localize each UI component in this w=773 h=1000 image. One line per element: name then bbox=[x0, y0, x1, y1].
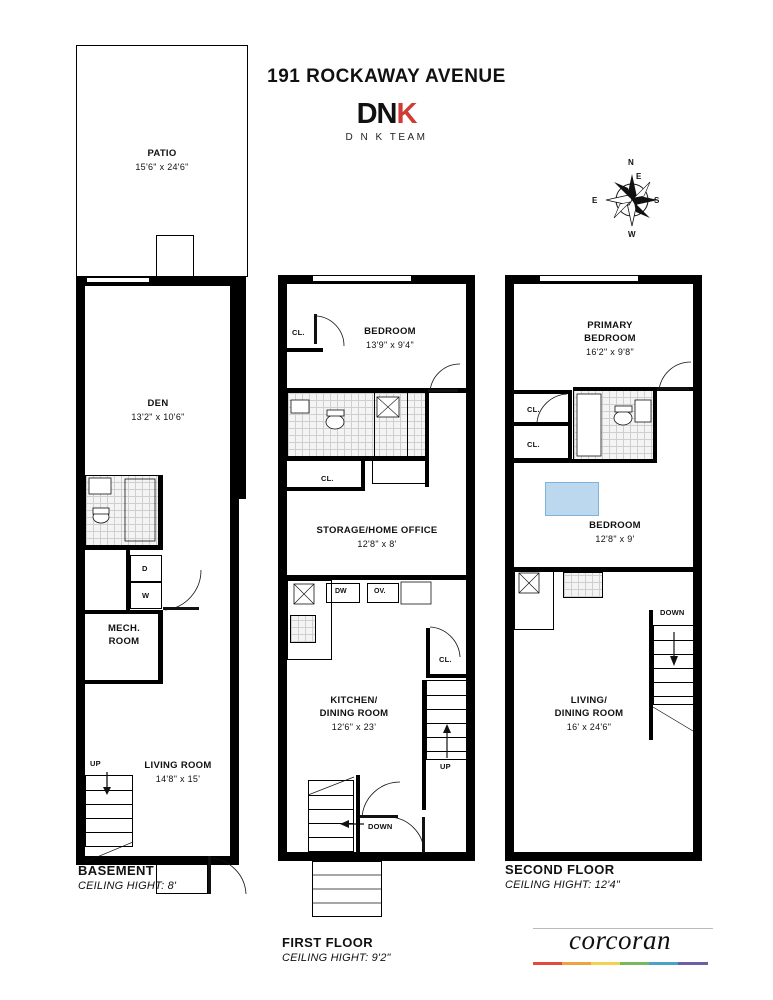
stair-diagonal bbox=[85, 840, 135, 864]
room-bedroom-ff: BEDROOM 13'9" x 9'4" bbox=[364, 326, 416, 350]
patio-door-box bbox=[156, 235, 194, 277]
sf-cooktop-icon bbox=[563, 572, 603, 598]
label-down-ff: DOWN bbox=[368, 822, 393, 831]
compass-icon bbox=[592, 160, 672, 240]
up-arrow-ff-icon bbox=[440, 720, 454, 760]
room-primary-bedroom: PRIMARY BEDROOM 16'2" x 9'8" bbox=[584, 320, 636, 357]
label-closet-3: CL. bbox=[439, 655, 452, 664]
label-dishwasher: DW bbox=[335, 588, 347, 595]
ff-wall-left bbox=[278, 275, 287, 860]
room-living-dining-sf: LIVING/ DINING ROOM 16' x 24'6" bbox=[554, 695, 624, 732]
room-living: LIVING ROOM 14'8" x 15' bbox=[144, 760, 212, 784]
corcoran-wordmark: corcoran bbox=[569, 925, 671, 955]
label-down-sf: DOWN bbox=[660, 608, 685, 617]
sf-bath-door-swing bbox=[657, 360, 693, 392]
ff-stoop-steps bbox=[312, 861, 382, 917]
top-window-sill bbox=[86, 277, 150, 283]
ff-window-top bbox=[312, 275, 412, 282]
basement-plan bbox=[70, 45, 260, 892]
up-arrow-icon bbox=[100, 770, 114, 796]
ff-bath-wall-right bbox=[425, 392, 429, 487]
fridge-icon bbox=[400, 580, 434, 606]
ff-entry-door-swing bbox=[386, 815, 426, 855]
closet-wall-2 bbox=[287, 487, 365, 491]
corcoran-color-bar bbox=[533, 962, 708, 965]
ff-bath-door-swing bbox=[428, 362, 462, 394]
sf-window-top bbox=[539, 275, 639, 282]
area-rug bbox=[545, 482, 599, 516]
stairs-wall-left bbox=[422, 680, 426, 810]
sf-wall-right bbox=[693, 275, 702, 860]
compass-label-e-inner: E bbox=[636, 172, 642, 181]
page-title: 191 ROCKAWAY AVENUE bbox=[267, 66, 506, 87]
room-mech: MECH. ROOM bbox=[107, 623, 141, 647]
entry-door-swing bbox=[208, 856, 250, 898]
label-oven: OV. bbox=[374, 588, 386, 595]
label-closet-1: CL. bbox=[292, 328, 305, 337]
first-floor-label: FIRST FLOOR CEILING HIGHT: 9'2" bbox=[282, 935, 391, 964]
laundry-wall-left bbox=[126, 550, 130, 612]
room-den: DEN 13'2" x 10'6" bbox=[131, 398, 185, 422]
ff-wall-right bbox=[466, 275, 475, 860]
sf-closet-door-swing bbox=[535, 392, 569, 424]
cooktop-icon bbox=[290, 615, 316, 643]
sf-wall-bottom bbox=[505, 852, 702, 861]
ff-bath-wall-bottom bbox=[287, 456, 429, 461]
label-washer: W bbox=[142, 591, 150, 600]
closet-door-swing-3 bbox=[428, 625, 462, 659]
corcoran-logo bbox=[520, 925, 720, 965]
compass-rose bbox=[592, 160, 672, 240]
laundry-wall-bottom bbox=[85, 610, 163, 614]
logo-subtitle: D N K TEAM bbox=[345, 132, 428, 143]
label-sf-closet-1: CL. bbox=[527, 405, 540, 414]
wall-right-bump bbox=[234, 277, 246, 499]
label-sf-closet-2: CL. bbox=[527, 440, 540, 449]
down-arrow-sf-icon bbox=[667, 628, 681, 668]
door-swing-laundry bbox=[163, 550, 203, 615]
compass-label-w: E bbox=[592, 196, 598, 205]
room-storage-office: STORAGE/HOME OFFICE 12'8" x 8' bbox=[316, 525, 438, 549]
ff-tub bbox=[372, 460, 427, 484]
compass-label-n: N bbox=[628, 158, 634, 167]
logo-mark: DNK bbox=[356, 98, 417, 130]
second-floor-plan bbox=[505, 270, 705, 910]
closet-door-swing-1 bbox=[314, 314, 346, 350]
label-closet-2: CL. bbox=[321, 474, 334, 483]
compass-label-s: W bbox=[628, 230, 636, 239]
room-patio: PATIO 15'6" x 24'6" bbox=[135, 148, 189, 172]
compass-label-e: S bbox=[654, 196, 660, 205]
stair-diagonal-ff bbox=[308, 775, 356, 797]
wall-left bbox=[76, 277, 85, 865]
closet-wall-2b bbox=[361, 460, 365, 490]
bath-fixtures bbox=[85, 475, 160, 547]
mech-wall-bottom bbox=[85, 680, 163, 684]
ff-bath-fixtures bbox=[287, 392, 427, 458]
room-bedroom-sf: BEDROOM 12'8" x 9' bbox=[589, 520, 641, 544]
first-floor-plan bbox=[278, 270, 478, 970]
ff-door-swing-bottom bbox=[360, 780, 402, 820]
label-up: UP bbox=[90, 759, 101, 768]
label-dryer: D bbox=[142, 564, 148, 573]
room-kitchen-dining: KITCHEN/ DINING ROOM 12'6" x 23' bbox=[319, 695, 389, 732]
sf-bath-fixtures bbox=[573, 390, 655, 462]
closet-wall-3b bbox=[426, 674, 467, 678]
sf-counter bbox=[514, 570, 554, 630]
sf-wall-left bbox=[505, 275, 514, 860]
label-up-ff: UP bbox=[440, 762, 451, 771]
second-floor-label: SECOND FLOOR CEILING HIGHT: 12'4" bbox=[505, 862, 620, 891]
basement-floor-label: BASEMENT CEILING HIGHT: 8' bbox=[78, 863, 177, 892]
ff-wall-bottom bbox=[278, 852, 475, 861]
sf-stair-diagonal bbox=[653, 705, 695, 733]
